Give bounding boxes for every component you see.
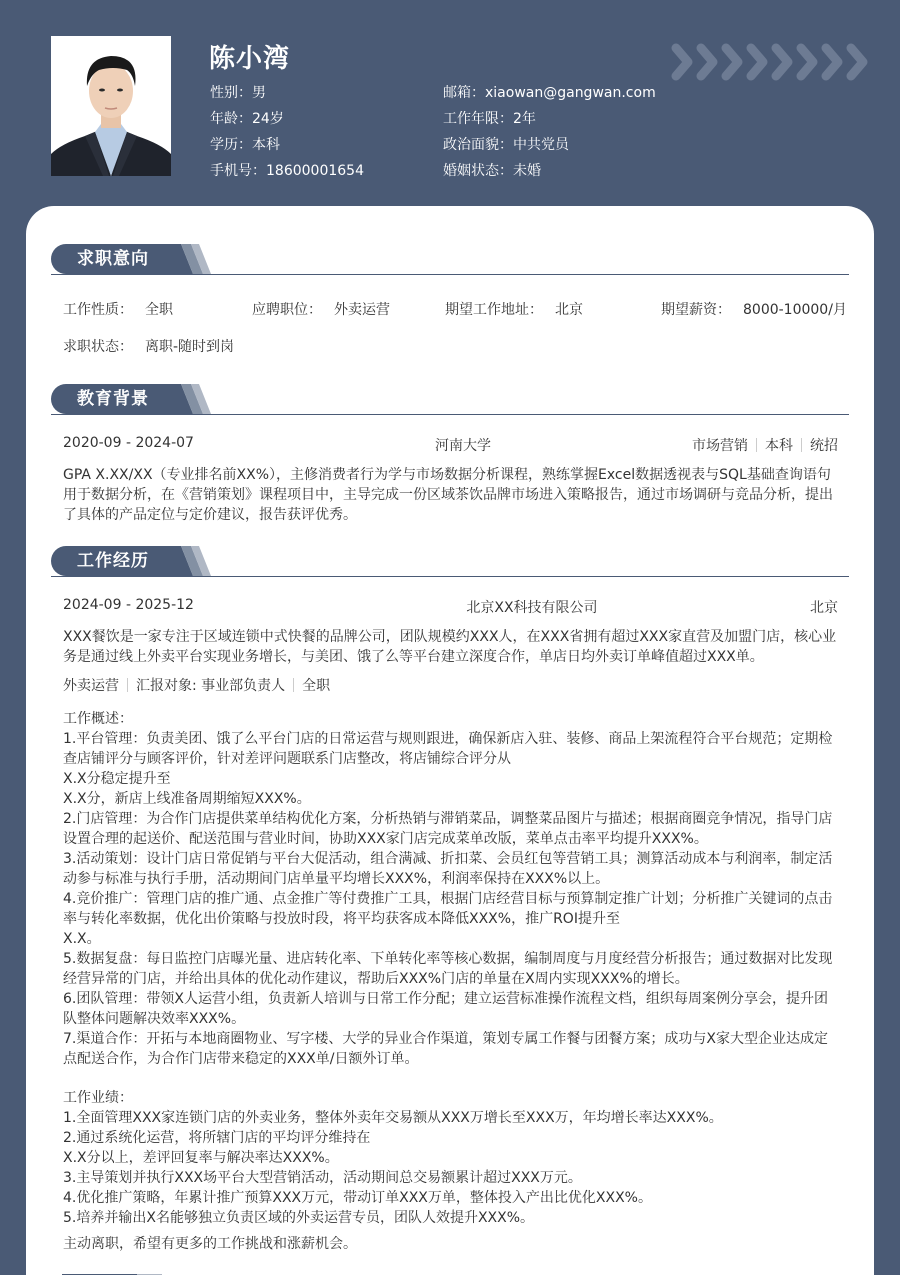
age-field: 年龄：24岁: [210, 111, 284, 127]
tag-report-to: 汇报对象: 事业部负责人: [136, 678, 286, 694]
target-position-field: 应聘职位： 外卖运营: [252, 302, 390, 318]
section-header-job-intent: [51, 244, 849, 274]
education-level-field: 学历：本科: [210, 137, 280, 153]
slant-decoration-icon: [169, 384, 219, 414]
separator: [801, 438, 802, 452]
slant-decoration-icon: [169, 546, 219, 576]
education-meta: [692, 435, 838, 455]
work-achievements: 工作业绩： 1.全面管理XXX家连锁门店的外卖业务，整体外卖年交易额从XXX万增长至XXX万，年均增长率达XXX%。 2.通过系统化运营，将所辖门店的平均评分维持在 X.X分以上，差评回复率与解决率达XXX%。 3.主导策划并执行XXX场平台大型营销活动，活动期间总交易额累计超过XXX万元。 4.优化推广策略，年累计推广预算XXX万元，带动订单XXX万单，整体投入产出比优化XXX%。 5.培养并输出X名能够独立负责区域的外卖运营专员，团队人效提升XXX%。: [63, 1088, 838, 1228]
section-header-education: [51, 384, 849, 414]
resume-header: [0, 0, 900, 210]
company-intro: XXX餐饮是一家专注于区域连锁中式快餐的品牌公司，团队规模约XXX人，在XXX省拥有超过XXX家直营及加盟门店，核心业 务是通过线上外卖平台实现业务增长，与美团、饿了么等平台建立深度合作，单店日均外卖订单峰值超过XXX单。: [63, 629, 837, 665]
education-entry-header: [63, 435, 838, 455]
separator: [127, 678, 128, 692]
achievements-title: 工作业绩：: [63, 1090, 133, 1106]
marital-status-field: 婚姻状态：未婚: [443, 163, 541, 179]
separator: [293, 678, 294, 692]
profile-photo: [51, 36, 171, 176]
education-period: 2020-09 - 2024-07: [63, 435, 194, 451]
section-title: 工作经历: [77, 551, 149, 571]
target-location-field: 期望工作地址： 北京: [445, 302, 583, 318]
portrait-photo-icon: [51, 36, 171, 176]
school-name: 河南大学: [434, 438, 491, 454]
section-divider: [51, 274, 849, 276]
candidate-name: 陈小湾: [209, 44, 291, 74]
work-tags: [63, 675, 838, 695]
work-years-field: 工作年限：2年: [443, 111, 536, 127]
basic-info-right: [443, 80, 656, 184]
overview-title: 工作概述：: [63, 711, 133, 727]
expected-salary-field: 期望薪资： 8000-10000/月: [661, 302, 847, 318]
separator: [756, 438, 757, 452]
chevron-decoration-icon: [668, 42, 878, 82]
email-field: 邮箱：xiaowan@gangwan.com: [443, 85, 656, 101]
work-period: 2024-09 - 2025-12: [63, 597, 194, 613]
enrollment-type: 统招: [809, 438, 838, 454]
section-header-work: [51, 546, 849, 576]
work-location: 北京: [809, 600, 838, 616]
work-type-field: 工作性质： 全职: [63, 302, 173, 318]
major: 市场营销: [691, 438, 748, 454]
tag-role: 外卖运营: [63, 678, 119, 694]
phone-field: 手机号：18600001654: [210, 163, 364, 179]
resume-body: [26, 206, 874, 1275]
work-entry-header: [63, 597, 838, 617]
job-status-field: 求职状态： 离职-随时到岗: [63, 339, 235, 355]
tag-employment-type: 全职: [302, 678, 331, 694]
education-description: GPA X.XX/XX（专业排名前XX%），主修消费者行为学与市场数据分析课程，熟练掌握Excel数据透视表与SQL基础查询语句 用于数据分析，在《营销策划》课程项目中，主导完成一份区域茶饮品牌市场进入策略报告，通过市场调研与竞品分析，提出 了具体的产品定位与定价建议，报告获评优秀。: [63, 467, 833, 523]
slant-decoration-icon: [169, 244, 219, 274]
company-name: 北京XX科技有限公司: [466, 600, 598, 616]
work-overview: 工作概述： 1.平台管理：负责美团、饿了么平台门店的日常运营与规则跟进，确保新店入驻、装修、商品上架流程符合平台规范；定期检 查店铺评分与顾客评价，针对差评问题联系门店整改，将店铺综合评分从 X.X分稳定提升至 X.X分，新店上线准备周期缩短XXX%。 2.门店管理：为合作门店提供菜单结构优化方案，分析热销与滞销菜品，调整菜品图片与描述；根据商圈竞争情况，指导门店 设置合理的起送价、配送范围与营业时间，协助XXX家门店完成菜单改版，菜单点击率平均提升XXX%。 3.活动策划：设计门店日常促销与平台大促活动，组合满减、折扣菜、会员红包等营销工具；测算活动成本与利润率，制定活 动参与标准与执行手册，活动期间门店单量平均增长XXX%，利润率保持在XXX%以上。 4.竞价推广：管理门店的推广通、点金推广等付费推广工具，根据门店经营目标与预算制定推广计划；分析推广关键词的点击 率与转化率数据，优化出价策略与投放时段，将平均获客成本降低XXX%，推广ROI提升至 X.X。 5.数据复盘：每日监控门店曝光量、进店转化率、下单转化率等核心数据，编制周度与月度经营分析报告；通过数据对比发现 经营异常的门店，并给出具体的优化动作建议，帮助后XXX%门店的单量在X周内实现XXX%的增长。 6.团队管理：带领X人运营小组，负责新人培训与日常工作分配；建立运营标准操作流程文档，组织每周案例分享会，提升团 队整体问题解决效率XXX%。 7.渠道合作：开拓与本地商圈物业、写字楼、大学的异业合作渠道，策划专属工作餐与团餐方案；成功与X家大型企业达成定 点配送合作，为合作门店带来稳定的XXX单/日额外订单。: [63, 709, 838, 1069]
leaving-reason: 主动离职，希望有更多的工作挑战和涨薪机会。: [63, 1236, 357, 1252]
basic-info-left: [210, 80, 364, 184]
section-title: 求职意向: [77, 249, 149, 269]
political-status-field: 政治面貌：中共党员: [443, 137, 569, 153]
section-divider: [51, 414, 849, 416]
gender-field: 性别：男: [210, 85, 266, 101]
degree: 本科: [764, 438, 793, 454]
section-divider: [51, 576, 849, 578]
section-title: 教育背景: [77, 389, 149, 409]
